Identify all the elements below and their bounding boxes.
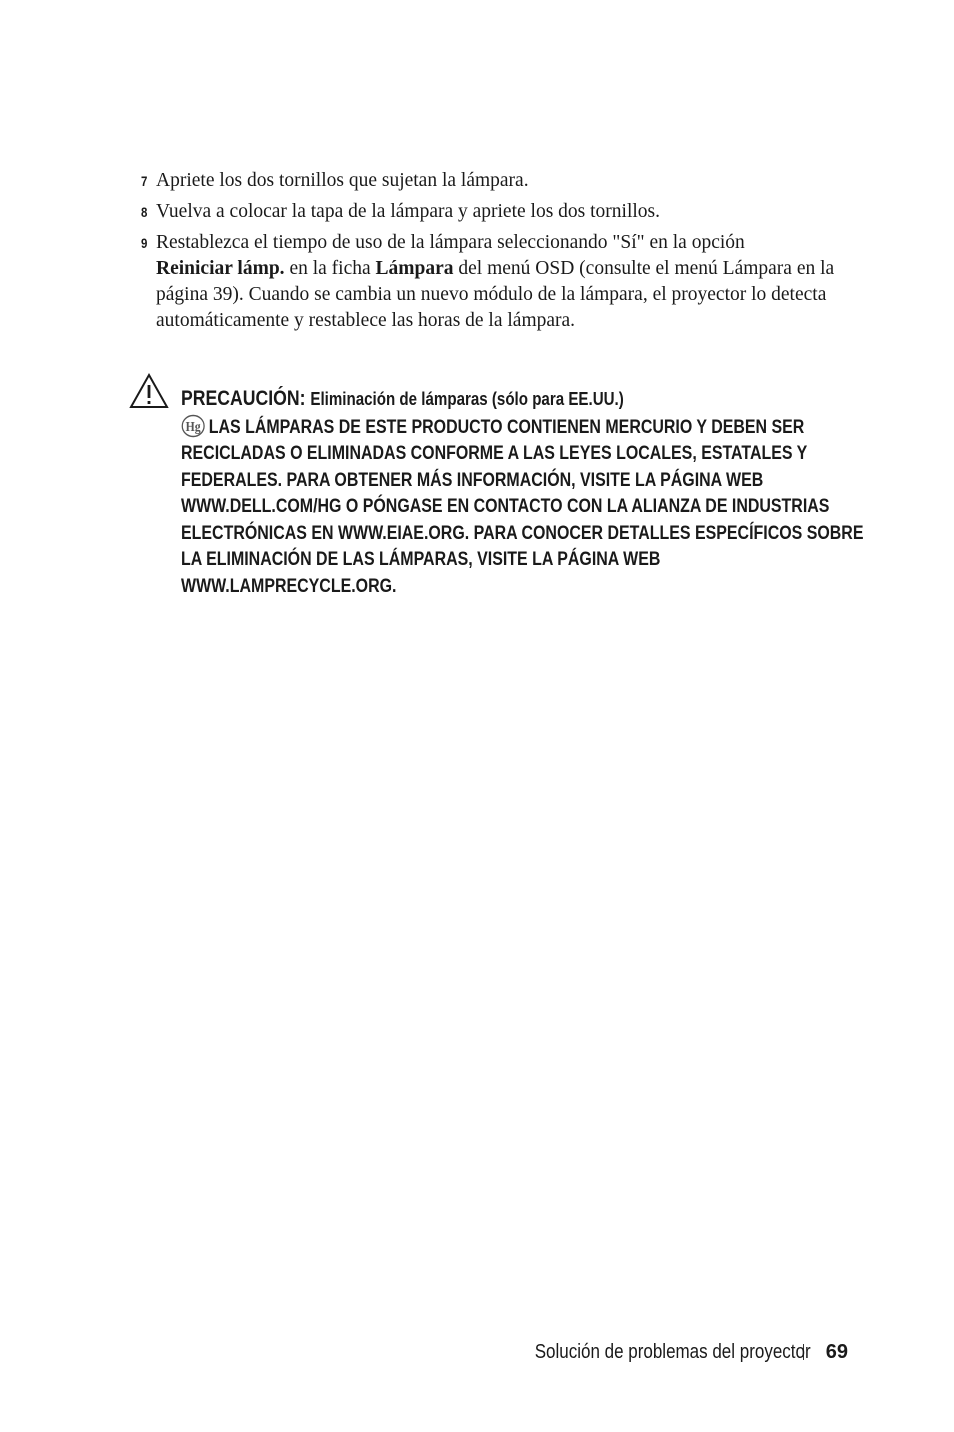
numbered-steps xyxy=(140,168,880,339)
step-number: 8 xyxy=(141,204,148,220)
caution-body xyxy=(181,386,881,600)
menu-tab-lamp: Lámpara xyxy=(375,258,454,279)
menu-option-reset-lamp: Reiniciar lámp. xyxy=(156,258,285,279)
step-text: Apriete los dos tornillos que sujetan la lámpara. xyxy=(156,170,529,191)
footer-section-title: Solución de problemas del proyector xyxy=(534,1341,811,1363)
caution-label: PRECAUCIÓN: xyxy=(181,387,311,410)
step-9 xyxy=(140,230,880,334)
step-number: 7 xyxy=(141,173,148,189)
caution-text: LAS LÁMPARAS DE ESTE PRODUCTO CONTIENEN MERCURIO Y DEBEN SER RECICLADAS O ELIMINADAS CONFORME A LAS LEYES LOCALES, ESTATALES Y FEDERALES. PARA OBTENER MÁS INFORMACIÓN, VISITE LA PÁGINA WEB WWW.DELL.COM/HG O PÓNGASE EN CONTACTO CON LA ALIANZA DE INDUSTRIAS ELECTRÓNICAS EN WWW.EIAE.ORG. PARA CONOCER DETALLES ESPECÍFICOS SOBRE LA ELIMINACIÓN DE LAS LÁMPARAS, VISITE LA PÁGINA WEB WWW.LAMPRECYCLE.ORG. xyxy=(181,416,864,597)
mercury-hg-icon xyxy=(181,414,205,438)
step-text-part-2: en la ficha xyxy=(284,258,376,279)
page-footer xyxy=(486,1339,848,1365)
warning-triangle-icon xyxy=(128,372,170,410)
hg-symbol-text: Hg xyxy=(185,417,201,434)
step-text-part-3: del menú OSD (consulte el menú Lámpara en la página 39). Cuando se cambia un nuevo módulo de la lámpara, el proyector lo detecta automáticamente y restablece las horas de la lámpara. xyxy=(156,258,835,331)
caution-subtitle: Eliminación de lámparas (sólo para EE.UU.) xyxy=(310,389,624,409)
step-8 xyxy=(140,199,880,225)
step-text-part-1: Restablezca el tiempo de uso de la lámpara seleccionando "Sí" en la opción xyxy=(156,232,745,253)
page-number: 69 xyxy=(825,1341,848,1363)
step-text: Vuelva a colocar la tapa de la lámpara y apriete los dos tornillos. xyxy=(156,201,661,222)
step-number: 9 xyxy=(141,235,148,251)
step-7 xyxy=(140,168,880,194)
